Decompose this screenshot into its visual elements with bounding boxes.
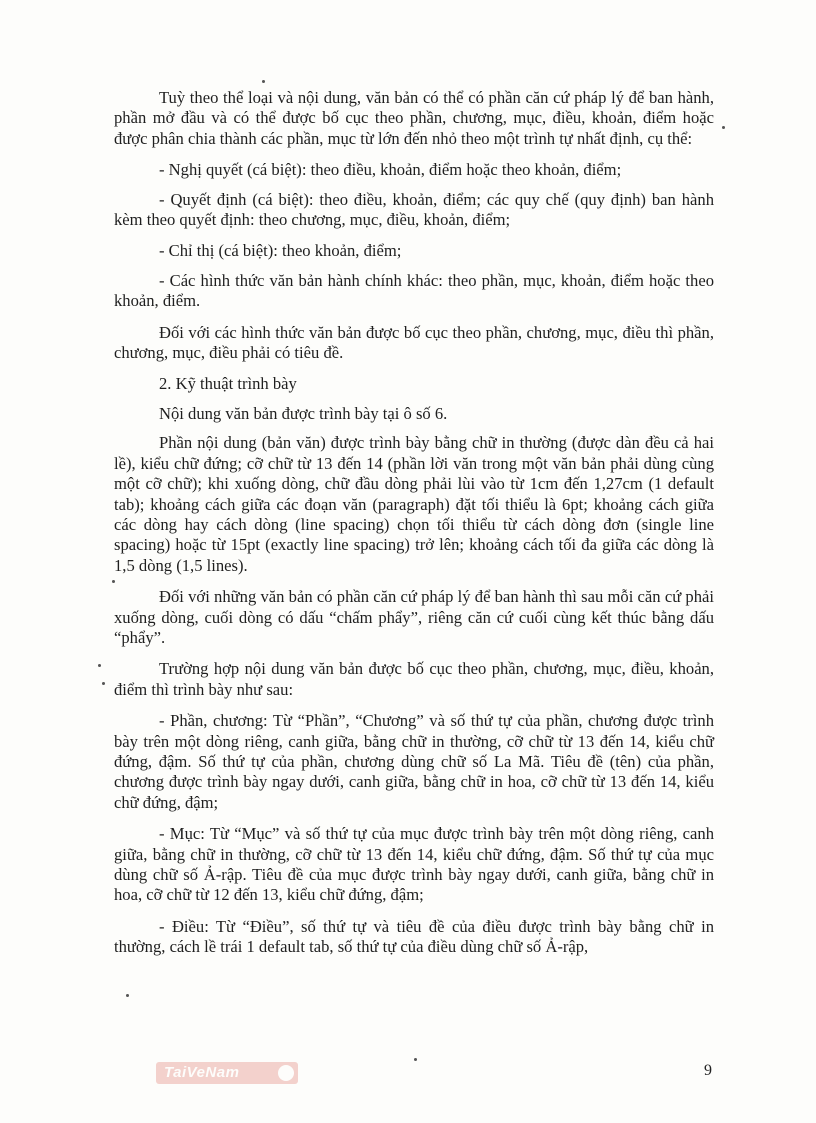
section-heading-ky-thuat: 2. Kỹ thuật trình bày [159,374,297,394]
scan-speck [722,126,725,129]
paragraph-phan-noi-dung: Phần nội dung (bản văn) được trình bày bằng chữ in thường (được dàn đều cả hai lề), kiểu chữ đứng; cỡ chữ từ 13 đến 14 (phần lời văn trong một văn bản phải dùng cùng một cỡ chữ); khi xuống dòng, chữ đầu dòng phải lùi vào từ 1cm đến 1,27cm (1 default tab); khoảng cách giữa các đoạn văn (paragraph) đặt tối thiểu là 6pt; khoảng cách giữa các dòng hay cách dòng (line spacing) chọn tối thiểu từ cách dòng đơn (single line spacing) hoặc từ 15pt (exactly line spacing) trở lên; khoảng cách tối đa giữa các dòng là 1,5 dòng (1,5 lines). [114,433,714,575]
scan-speck [126,994,129,997]
watermark-text: TaiVeNam [164,1064,240,1081]
scan-speck [112,580,115,583]
list-item-muc: - Mục: Từ “Mục” và số thứ tự của mục được trình bày trên một dòng riêng, canh giữa, bằng chữ in thường, cỡ chữ từ 13 đến 14, kiểu chữ đứng, đậm. Số thứ tự của mục dùng chữ số Ả-rập. Tiêu đề của mục được trình bày ngay dưới, canh giữa, bằng chữ in hoa, cỡ chữ từ 12 đến 13, kiểu chữ đứng, đậm; [114,824,714,905]
watermark-icon [278,1065,294,1081]
page-number: 9 [704,1062,712,1079]
scan-speck [98,664,101,667]
scan-speck [414,1058,417,1061]
list-item-nghi-quyet: - Nghị quyết (cá biệt): theo điều, khoản, điểm hoặc theo khoản, điểm; [159,160,622,180]
paragraph-truong-hop: Trường hợp nội dung văn bản được bố cục theo phần, chương, mục, điều, khoản, điểm thì trình bày như sau: [114,659,714,699]
list-item-quyet-dinh: - Quyết định (cá biệt): theo điều, khoản, điểm; các quy chế (quy định) ban hành kèm theo quyết định: theo chương, mục, điều, khoản, điểm; [114,189,714,230]
scan-speck [262,80,265,83]
list-item-hinh-thuc-khac: - Các hình thức văn bản hành chính khác: theo phần, mục, khoản, điểm hoặc theo khoản, điểm. [114,270,714,311]
paragraph-intro: Tuỳ theo thể loại và nội dung, văn bản có thể có phần căn cứ pháp lý để ban hành, phần mở đầu và có thể được bố cục theo phần, chương, mục, điều, khoản, điểm hoặc được phân chia thành các phần, mục từ lớn đến nhỏ theo một trình tự nhất định, cụ thể: [114,88,714,148]
scan-speck [102,682,105,685]
list-item-phan-chuong: - Phần, chương: Từ “Phần”, “Chương” và số thứ tự của phần, chương được trình bày trên một dòng riêng, canh giữa, bằng chữ in thường, cỡ chữ từ 13 đến 14, kiểu chữ đứng, đậm. Số thứ tự của phần, chương dùng chữ số La Mã. Tiêu đề (tên) của phần, chương được trình bày ngay dưới, canh giữa, bằng chữ in hoa, cỡ chữ từ 13 đến 14, kiểu chữ đứng, đậm; [114,711,714,812]
list-item-chi-thi: - Chỉ thị (cá biệt): theo khoản, điểm; [159,241,402,261]
paragraph-o-so-6: Nội dung văn bản được trình bày tại ô số 6. [159,403,448,423]
watermark-logo [156,1062,298,1084]
paragraph-can-cu: Đối với những văn bản có phần căn cứ pháp lý để ban hành thì sau mỗi căn cứ phải xuống dòng, cuối dòng có dấu “chấm phẩy”, riêng căn cứ cuối cùng kết thúc bằng dấu “phẩy”. [114,587,714,647]
paragraph-tieu-de: Đối với các hình thức văn bản được bố cục theo phần, chương, mục, điều thì phần, chương, mục, điều phải có tiêu đề. [114,322,714,363]
list-item-dieu: - Điều: Từ “Điều”, số thứ tự và tiêu đề của điều được trình bày bằng chữ in thường, cách lề trái 1 default tab, số thứ tự của điều dùng chữ số Ả-rập, [114,916,714,957]
document-body [114,88,714,969]
